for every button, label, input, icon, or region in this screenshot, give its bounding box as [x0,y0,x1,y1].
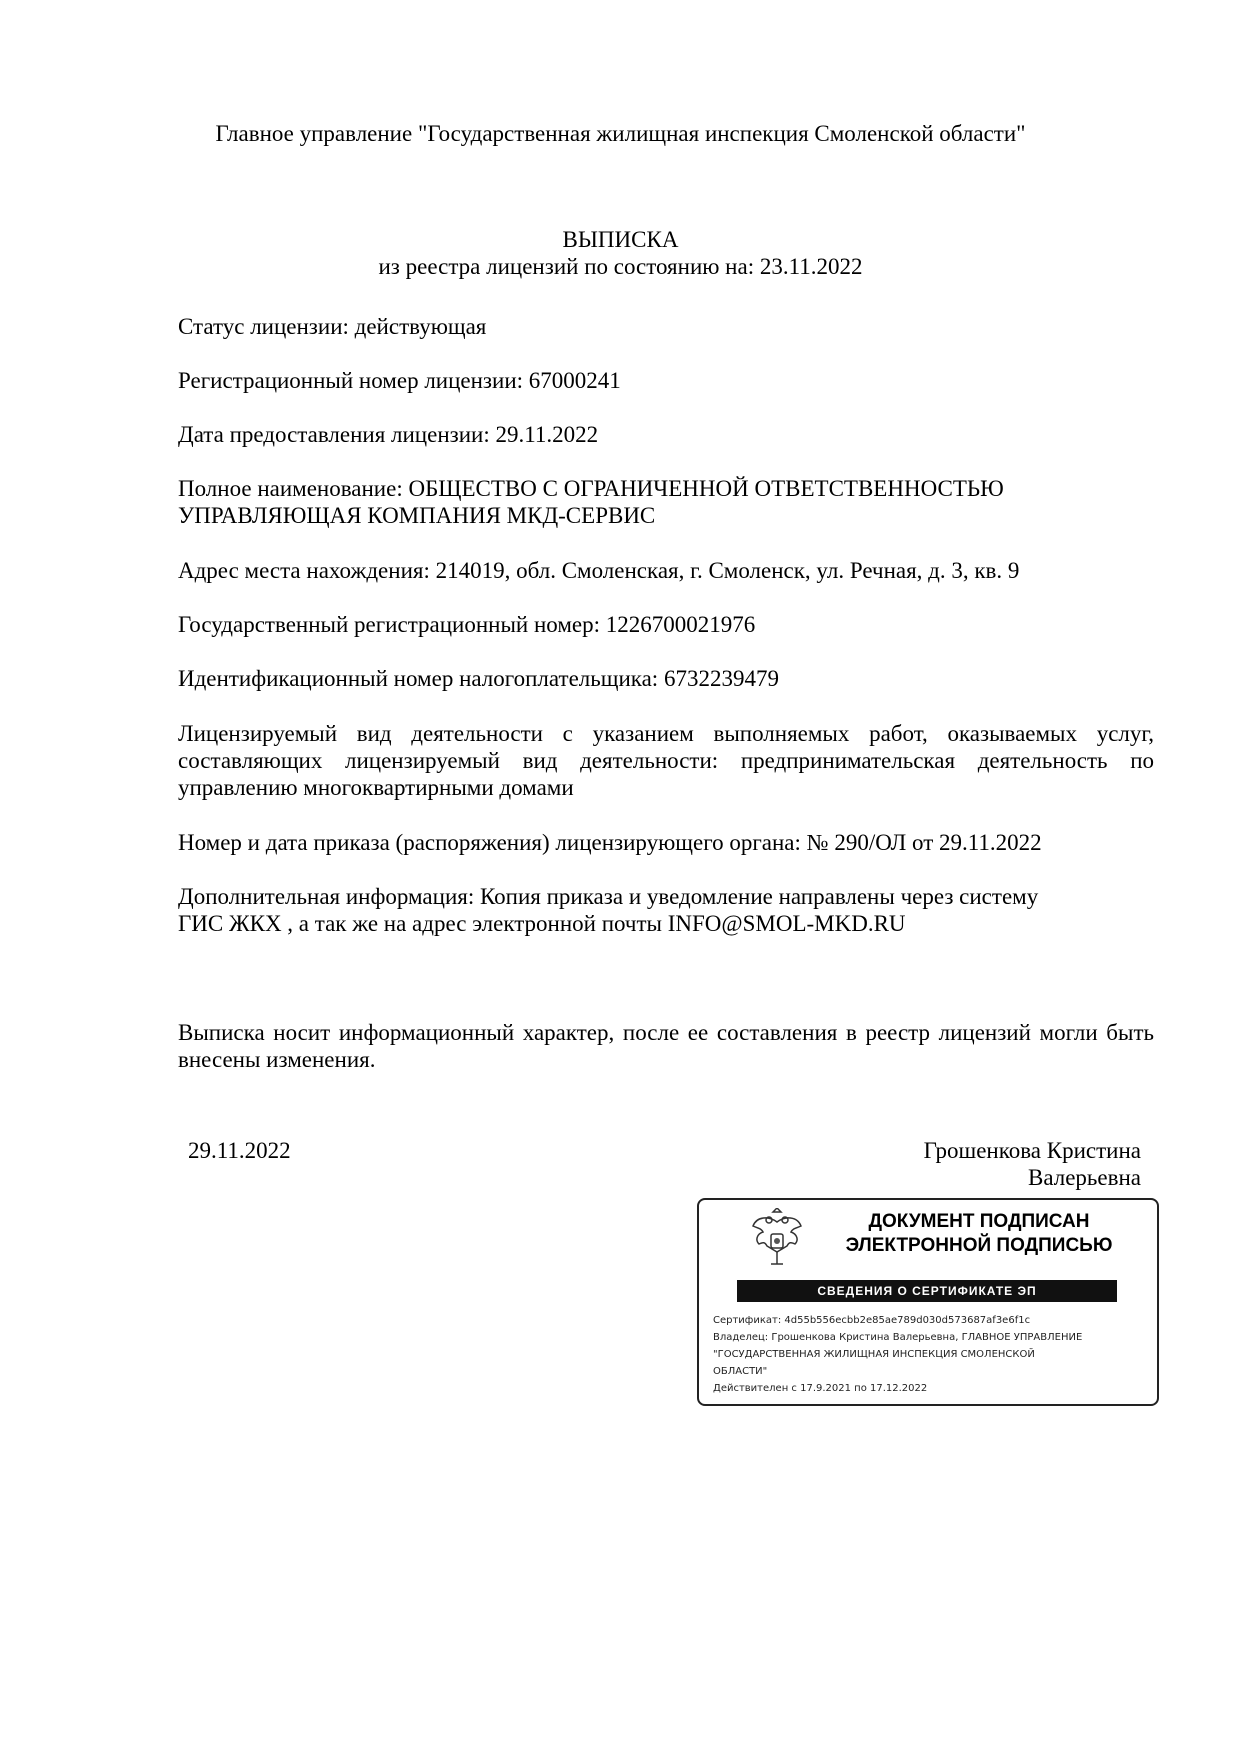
address: Адрес места нахождения: 214019, обл. Смоленская, г. Смоленск, ул. Речная, д. 3, кв. 9 [178,558,1020,583]
stamp-owner-line2: "ГОСУДАРСТВЕННАЯ ЖИЛИЩНАЯ ИНСПЕКЦИЯ СМОЛЕНСКОЙ [713,1349,1035,1360]
additional-info-line1: Дополнительная информация: Копия приказа и уведомление направлены через систему [178,884,1039,909]
electronic-signature-stamp [697,1198,1159,1406]
russian-coat-of-arms-icon [749,1208,805,1268]
license-reg-number: Регистрационный номер лицензии: 67000241 [178,368,621,393]
additional-info [178,883,1154,937]
stamp-details [713,1312,1153,1397]
organization-header: Главное управление "Государственная жилищная инспекция Смоленской области" [215,121,1026,146]
stamp-certificate: Сертификат: 4d55b556ecbb2e85ae789d030d573687af3e6f1c [713,1315,1031,1326]
full-name [178,475,1154,529]
order-info: Номер и дата приказа (распоряжения) лицензирующего органа: № 290/ОЛ от 29.11.2022 [178,830,1042,855]
signer-name-line2: Валерьевна [1027,1165,1141,1190]
document-subtitle: из реестра лицензий по состоянию на: 23.11.2022 [378,254,863,279]
full-name-line2: УПРАВЛЯЮЩАЯ КОМПАНИЯ МКД-СЕРВИС [178,503,656,528]
signer-name [924,1137,1141,1191]
stamp-owner-line3: ОБЛАСТИ" [713,1366,768,1377]
stamp-heading-line1: ДОКУМЕНТ ПОДПИСАН [868,1211,1090,1232]
document-title: ВЫПИСКА [562,227,679,252]
footer-date: 29.11.2022 [188,1138,291,1163]
inn: Идентификационный номер налогоплательщика: 6732239479 [178,666,779,691]
additional-info-line2: ГИС ЖКХ , а так же на адрес электронной почты INFO@SMOL-MKD.RU [178,911,906,936]
stamp-heading-line2: ЭЛЕКТРОННОЙ ПОДПИСЬЮ [845,1235,1113,1256]
licensed-activity: Лицензируемый вид деятельности с указанием выполняемых работ, оказываемых услуг, составляющих лицензируемый вид деятельности: предпринимательская деятельность по управлению многоквартирными домами [178,721,1154,800]
stamp-heading [819,1210,1139,1258]
license-issue-date: Дата предоставления лицензии: 29.11.2022 [178,422,599,447]
full-name-line1: Полное наименование: ОБЩЕСТВО С ОГРАНИЧЕННОЙ ОТВЕТСТВЕННОСТЬЮ [178,476,1004,501]
signer-name-line1: Грошенкова Кристина [923,1138,1141,1163]
license-status: Статус лицензии: действующая [178,314,487,339]
stamp-certificate-bar: СВЕДЕНИЯ О СЕРТИФИКАТЕ ЭП [737,1280,1117,1302]
disclaimer: Выписка носит информационный характер, после ее составления в реестр лицензий могли быть внесены изменения. [178,1020,1154,1072]
ogrn: Государственный регистрационный номер: 1226700021976 [178,612,756,637]
stamp-owner-line1: Владелец: Грошенкова Кристина Валерьевна, ГЛАВНОЕ УПРАВЛЕНИЕ [713,1332,1083,1343]
stamp-validity: Действителен с 17.9.2021 по 17.12.2022 [713,1383,928,1394]
